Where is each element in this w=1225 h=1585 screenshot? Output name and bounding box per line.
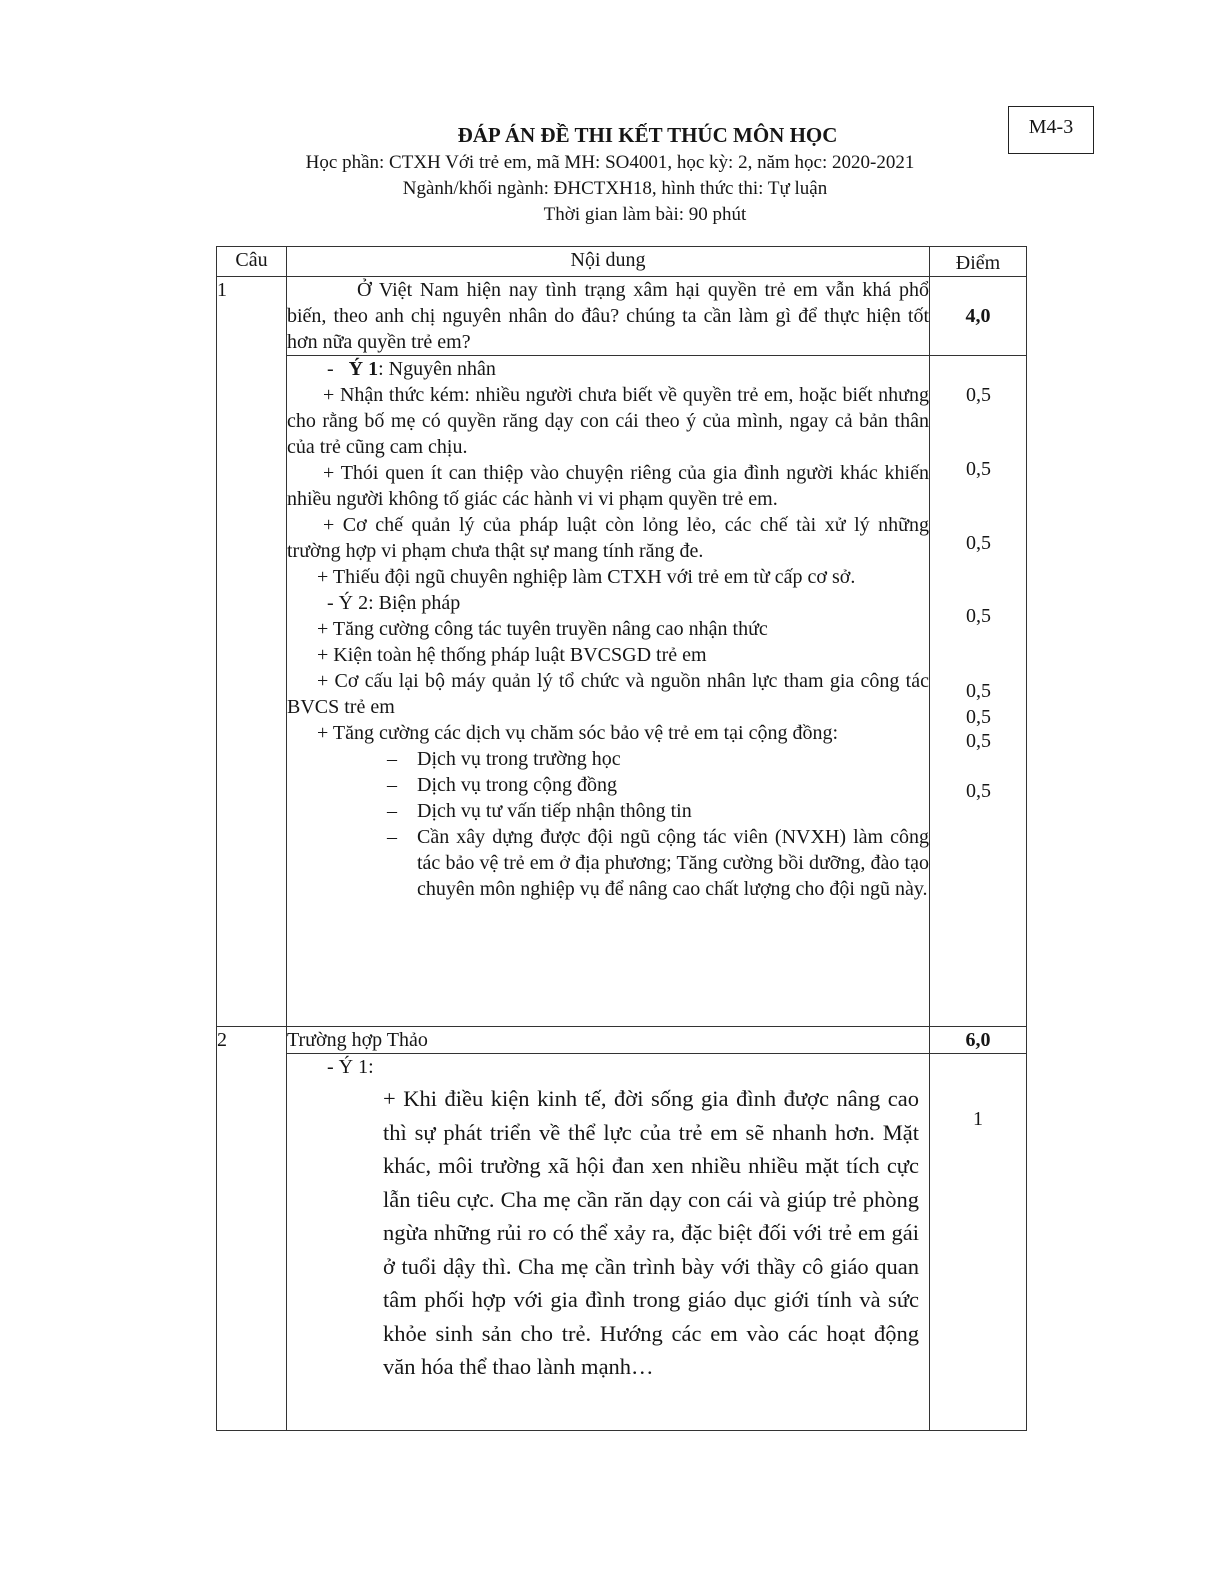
sub-score: 0,5: [966, 680, 991, 702]
header-diem: Điểm: [930, 247, 1027, 277]
sub-score: 0,5: [966, 706, 991, 728]
measure-item: + Tăng cường các dịch vụ chăm sóc bảo vệ trẻ em tại cộng đồng:: [317, 722, 839, 744]
sub-score: 0,5: [966, 532, 991, 554]
q1-question-cell: [287, 277, 930, 356]
q1-y2-heading: - Ý 2: Biện pháp: [327, 592, 461, 614]
cause-item: + Thiếu đội ngũ chuyên nghiệp làm CTXH với trẻ em từ cấp cơ sở.: [317, 566, 856, 588]
q1-number: 1: [217, 277, 287, 1027]
service-item: – Dịch vụ trong cộng đồng: [387, 772, 929, 798]
service-item: – Cần xây dựng được đội ngũ cộng tác viên (NVXH) làm công tác bảo vệ trẻ em ở địa phương; Tăng cường bồi dưỡng, đào tạo chuyên môn nghiệp vụ để nâng cao chất lượng cho đội ngũ này.: [387, 824, 929, 902]
q1-question-text: Ở Việt Nam hiện nay tình trạng xâm hại quyền trẻ em vẫn khá phổ biến, theo anh chị nguyên nhân do đâu? chúng ta cần làm gì để thực hiện tốt hơn nữa quyền trẻ em?: [287, 279, 929, 353]
cause-item: + Cơ chế quản lý của pháp luật còn lỏng lẻo, các chế tài xử lý những trường hợp vi phạm chưa thật sự mang tính răng đe.: [287, 514, 929, 562]
measure-item: + Cơ cấu lại bộ máy quản lý tổ chức và nguồn nhân lực tham gia công tác BVCS trẻ em: [287, 670, 929, 718]
q2-number: 2: [217, 1027, 287, 1431]
q2-answer-row: [217, 1054, 1027, 1431]
q2-answer-cell: [287, 1054, 930, 1431]
q1-score: 4,0: [930, 277, 1027, 356]
header-cau: Câu: [217, 247, 287, 277]
q2-score: 6,0: [930, 1027, 1027, 1054]
cause-item: + Nhận thức kém: nhiều người chưa biết về quyền trẻ em, hoặc biết nhưng cho rằng bố mẹ có quyền răng dạy con cái theo ý của mình, ngay cả bản thân của trẻ cũng cam chịu.: [287, 384, 929, 458]
major-info: Ngành/khối ngành: ĐHCTXH18, hình thức thi: Tự luận: [402, 178, 828, 199]
cause-item: + Thói quen ít can thiệp vào chuyện riêng của gia đình người khác khiến nhiều người không tố giác các hành vi vi phạm quyền trẻ em.: [287, 462, 929, 510]
course-info: Học phần: CTXH Với trẻ em, mã MH: SO4001, học kỳ: 2, năm học: 2020-2021: [305, 152, 915, 173]
header-noidung: Nội dung: [287, 247, 930, 277]
q1-y1-heading: - Ý 1: Nguyên nhân: [327, 358, 496, 380]
sub-score: 0,5: [966, 458, 991, 480]
measure-item: + Tăng cường công tác tuyên truyền nâng cao nhận thức: [317, 618, 768, 640]
q2-title: Trường hợp Thảo: [287, 1027, 930, 1054]
q1-y1-label: Ý 1: [348, 358, 379, 380]
answer-table: [216, 246, 1027, 1431]
q1-y1-title: : Nguyên nhân: [378, 358, 496, 380]
service-list: [287, 746, 929, 902]
measure-item: + Kiện toàn hệ thống pháp luật BVCSGD trẻ em: [317, 644, 707, 666]
service-item: – Dịch vụ trong trường học: [387, 746, 929, 772]
sub-score: 0,5: [966, 730, 991, 752]
q2-y1-label: - Ý 1:: [327, 1056, 374, 1078]
q1-question-row: [217, 277, 1027, 356]
q2-title-row: [217, 1027, 1027, 1054]
form-code-box: M4-3: [1008, 106, 1094, 154]
q2-answer-text: + Khi điều kiện kinh tế, đời sống gia đình được nâng cao thì sự phát triển về thể lực của trẻ em sẽ nhanh hơn. Mặt khác, môi trường xã hội đan xen nhiều nhiều mặt tích cực lẫn tiêu cực. Cha mẹ cần răn dạy con cái và giúp trẻ phòng ngừa những rủi ro có thể xảy ra, đặc biệt đối với trẻ em gái ở tuổi dậy thì. Cha mẹ cần trình bày với thầy cô giáo quan tâm phối hợp với gia đình trong giáo dục giới tính và sức khỏe sinh sản cho trẻ. Hướng các em vào các hoạt động văn hóa thể thao lành mạnh…: [383, 1086, 919, 1379]
table-header-row: [217, 247, 1027, 277]
document-header: [160, 120, 1060, 228]
sub-score: 0,5: [966, 384, 991, 406]
document-title: ĐÁP ÁN ĐỀ THI KẾT THÚC MÔN HỌC: [457, 123, 838, 147]
sub-score: 0,5: [966, 780, 991, 802]
q1-answer-row: [217, 356, 1027, 1027]
service-item: – Dịch vụ tư vấn tiếp nhận thông tin: [387, 798, 929, 824]
q1-answer-cell: [287, 356, 930, 1027]
duration-info: Thời gian làm bài: 90 phút: [543, 204, 747, 225]
sub-score: 0,5: [966, 605, 991, 627]
q1-subscore-cell: [930, 356, 1027, 1027]
q2-y1-score: 1: [930, 1054, 1027, 1431]
